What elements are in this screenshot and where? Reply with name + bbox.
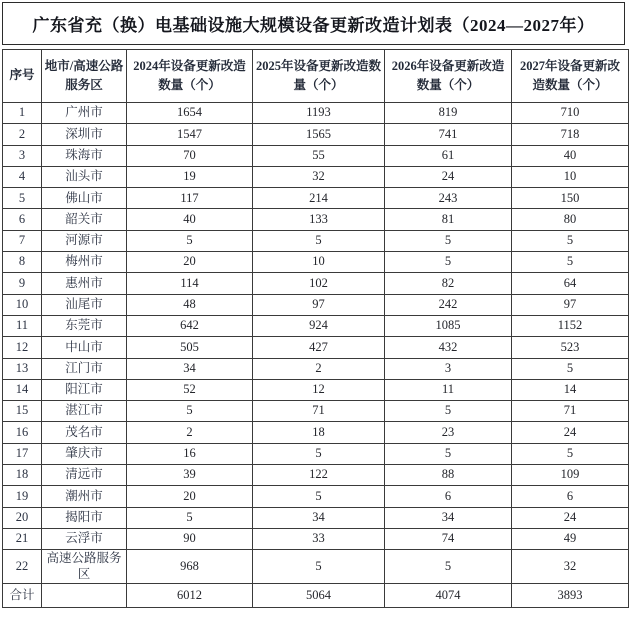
value-cell: 109 xyxy=(512,465,629,486)
table-row xyxy=(3,422,629,443)
value-cell: 5 xyxy=(512,252,629,273)
value-cell: 34 xyxy=(127,358,253,379)
row-index: 10 xyxy=(3,294,42,315)
row-index: 12 xyxy=(3,337,42,358)
row-index: 19 xyxy=(3,486,42,507)
value-cell: 5 xyxy=(385,401,512,422)
value-cell: 150 xyxy=(512,188,629,209)
column-header: 地市/高速公路服务区 xyxy=(42,50,127,103)
value-cell: 5 xyxy=(512,358,629,379)
region-name: 惠州市 xyxy=(42,273,127,294)
region-name: 潮州市 xyxy=(42,486,127,507)
value-cell: 33 xyxy=(253,528,385,549)
value-cell: 5 xyxy=(385,443,512,464)
value-cell: 1565 xyxy=(253,124,385,145)
value-cell: 88 xyxy=(385,465,512,486)
value-cell: 49 xyxy=(512,528,629,549)
region-name: 清远市 xyxy=(42,465,127,486)
value-cell: 24 xyxy=(385,166,512,187)
region-name: 佛山市 xyxy=(42,188,127,209)
value-cell: 61 xyxy=(385,145,512,166)
region-name: 深圳市 xyxy=(42,124,127,145)
value-cell: 427 xyxy=(253,337,385,358)
region-name: 高速公路服务区 xyxy=(42,550,127,584)
value-cell: 97 xyxy=(253,294,385,315)
value-cell: 39 xyxy=(127,465,253,486)
value-cell: 819 xyxy=(385,103,512,124)
table-row xyxy=(3,465,629,486)
table-row xyxy=(3,209,629,230)
row-index: 1 xyxy=(3,103,42,124)
value-cell: 11 xyxy=(385,379,512,400)
region-name: 揭阳市 xyxy=(42,507,127,528)
table-row xyxy=(3,230,629,251)
value-cell: 741 xyxy=(385,124,512,145)
row-index: 18 xyxy=(3,465,42,486)
column-header: 序号 xyxy=(3,50,42,103)
value-cell: 102 xyxy=(253,273,385,294)
region-name: 肇庆市 xyxy=(42,443,127,464)
total-value-cell: 5064 xyxy=(253,584,385,608)
value-cell: 122 xyxy=(253,465,385,486)
table-row xyxy=(3,528,629,549)
value-cell: 5 xyxy=(127,507,253,528)
row-index: 2 xyxy=(3,124,42,145)
value-cell: 718 xyxy=(512,124,629,145)
table-row xyxy=(3,145,629,166)
plan-table xyxy=(2,49,629,608)
value-cell: 32 xyxy=(512,550,629,584)
value-cell: 20 xyxy=(127,486,253,507)
value-cell: 133 xyxy=(253,209,385,230)
value-cell: 71 xyxy=(253,401,385,422)
table-row xyxy=(3,315,629,336)
total-value-cell: 3893 xyxy=(512,584,629,608)
value-cell: 48 xyxy=(127,294,253,315)
region-name: 广州市 xyxy=(42,103,127,124)
value-cell: 5 xyxy=(253,230,385,251)
value-cell: 5 xyxy=(253,443,385,464)
value-cell: 12 xyxy=(253,379,385,400)
table-row xyxy=(3,166,629,187)
total-label: 合计 xyxy=(3,584,42,608)
row-index: 9 xyxy=(3,273,42,294)
value-cell: 14 xyxy=(512,379,629,400)
table-row xyxy=(3,550,629,584)
table-row xyxy=(3,486,629,507)
table-row xyxy=(3,273,629,294)
value-cell: 2 xyxy=(127,422,253,443)
column-header: 2026年设备更新改造数量（个） xyxy=(385,50,512,103)
value-cell: 5 xyxy=(385,230,512,251)
row-index: 11 xyxy=(3,315,42,336)
value-cell: 5 xyxy=(127,230,253,251)
table-row xyxy=(3,401,629,422)
row-index: 22 xyxy=(3,550,42,584)
value-cell: 10 xyxy=(512,166,629,187)
region-name: 汕尾市 xyxy=(42,294,127,315)
value-cell: 71 xyxy=(512,401,629,422)
value-cell: 6 xyxy=(512,486,629,507)
region-name: 韶关市 xyxy=(42,209,127,230)
column-header: 2024年设备更新改造数量（个） xyxy=(127,50,253,103)
value-cell: 80 xyxy=(512,209,629,230)
region-name: 湛江市 xyxy=(42,401,127,422)
table-row xyxy=(3,337,629,358)
table-row xyxy=(3,294,629,315)
value-cell: 16 xyxy=(127,443,253,464)
value-cell: 10 xyxy=(253,252,385,273)
table-body xyxy=(3,103,629,608)
value-cell: 523 xyxy=(512,337,629,358)
table-title: 广东省充（换）电基础设施大规模设备更新改造计划表（2024—2027年） xyxy=(32,16,595,35)
value-cell: 81 xyxy=(385,209,512,230)
value-cell: 52 xyxy=(127,379,253,400)
value-cell: 1547 xyxy=(127,124,253,145)
value-cell: 90 xyxy=(127,528,253,549)
value-cell: 40 xyxy=(127,209,253,230)
total-value-cell: 4074 xyxy=(385,584,512,608)
value-cell: 34 xyxy=(385,507,512,528)
row-index: 4 xyxy=(3,166,42,187)
total-row xyxy=(3,584,629,608)
value-cell: 64 xyxy=(512,273,629,294)
value-cell: 19 xyxy=(127,166,253,187)
row-index: 14 xyxy=(3,379,42,400)
value-cell: 24 xyxy=(512,422,629,443)
value-cell: 1654 xyxy=(127,103,253,124)
table-row xyxy=(3,358,629,379)
row-index: 8 xyxy=(3,252,42,273)
region-name: 汕头市 xyxy=(42,166,127,187)
value-cell: 40 xyxy=(512,145,629,166)
value-cell: 34 xyxy=(253,507,385,528)
total-value-cell: 6012 xyxy=(127,584,253,608)
row-index: 20 xyxy=(3,507,42,528)
value-cell: 242 xyxy=(385,294,512,315)
table-row xyxy=(3,507,629,528)
region-name: 茂名市 xyxy=(42,422,127,443)
region-name: 梅州市 xyxy=(42,252,127,273)
table-row xyxy=(3,188,629,209)
value-cell: 114 xyxy=(127,273,253,294)
row-index: 13 xyxy=(3,358,42,379)
region-name: 东莞市 xyxy=(42,315,127,336)
value-cell: 5 xyxy=(253,550,385,584)
row-index: 6 xyxy=(3,209,42,230)
value-cell: 968 xyxy=(127,550,253,584)
value-cell: 82 xyxy=(385,273,512,294)
region-name: 河源市 xyxy=(42,230,127,251)
table-row xyxy=(3,124,629,145)
row-index: 3 xyxy=(3,145,42,166)
value-cell: 2 xyxy=(253,358,385,379)
value-cell: 32 xyxy=(253,166,385,187)
region-name xyxy=(42,584,127,608)
value-cell: 97 xyxy=(512,294,629,315)
value-cell: 23 xyxy=(385,422,512,443)
value-cell: 5 xyxy=(385,252,512,273)
value-cell: 3 xyxy=(385,358,512,379)
row-index: 17 xyxy=(3,443,42,464)
header-row xyxy=(3,50,629,103)
row-index: 16 xyxy=(3,422,42,443)
value-cell: 243 xyxy=(385,188,512,209)
value-cell: 20 xyxy=(127,252,253,273)
value-cell: 5 xyxy=(127,401,253,422)
table-row xyxy=(3,379,629,400)
value-cell: 1085 xyxy=(385,315,512,336)
value-cell: 70 xyxy=(127,145,253,166)
value-cell: 924 xyxy=(253,315,385,336)
row-index: 15 xyxy=(3,401,42,422)
value-cell: 6 xyxy=(385,486,512,507)
region-name: 江门市 xyxy=(42,358,127,379)
row-index: 7 xyxy=(3,230,42,251)
value-cell: 24 xyxy=(512,507,629,528)
table-row xyxy=(3,103,629,124)
value-cell: 5 xyxy=(253,486,385,507)
column-header: 2027年设备更新改造数量（个） xyxy=(512,50,629,103)
column-header: 2025年设备更新改造数量（个） xyxy=(253,50,385,103)
table-row xyxy=(3,443,629,464)
value-cell: 5 xyxy=(512,443,629,464)
value-cell: 432 xyxy=(385,337,512,358)
region-name: 云浮市 xyxy=(42,528,127,549)
table-title-box xyxy=(2,2,625,45)
value-cell: 117 xyxy=(127,188,253,209)
value-cell: 5 xyxy=(385,550,512,584)
value-cell: 642 xyxy=(127,315,253,336)
value-cell: 214 xyxy=(253,188,385,209)
value-cell: 18 xyxy=(253,422,385,443)
value-cell: 1193 xyxy=(253,103,385,124)
plan-table-container xyxy=(2,49,628,608)
value-cell: 1152 xyxy=(512,315,629,336)
region-name: 珠海市 xyxy=(42,145,127,166)
region-name: 阳江市 xyxy=(42,379,127,400)
value-cell: 55 xyxy=(253,145,385,166)
value-cell: 5 xyxy=(512,230,629,251)
row-index: 21 xyxy=(3,528,42,549)
value-cell: 710 xyxy=(512,103,629,124)
row-index: 5 xyxy=(3,188,42,209)
value-cell: 505 xyxy=(127,337,253,358)
region-name: 中山市 xyxy=(42,337,127,358)
value-cell: 74 xyxy=(385,528,512,549)
table-row xyxy=(3,252,629,273)
